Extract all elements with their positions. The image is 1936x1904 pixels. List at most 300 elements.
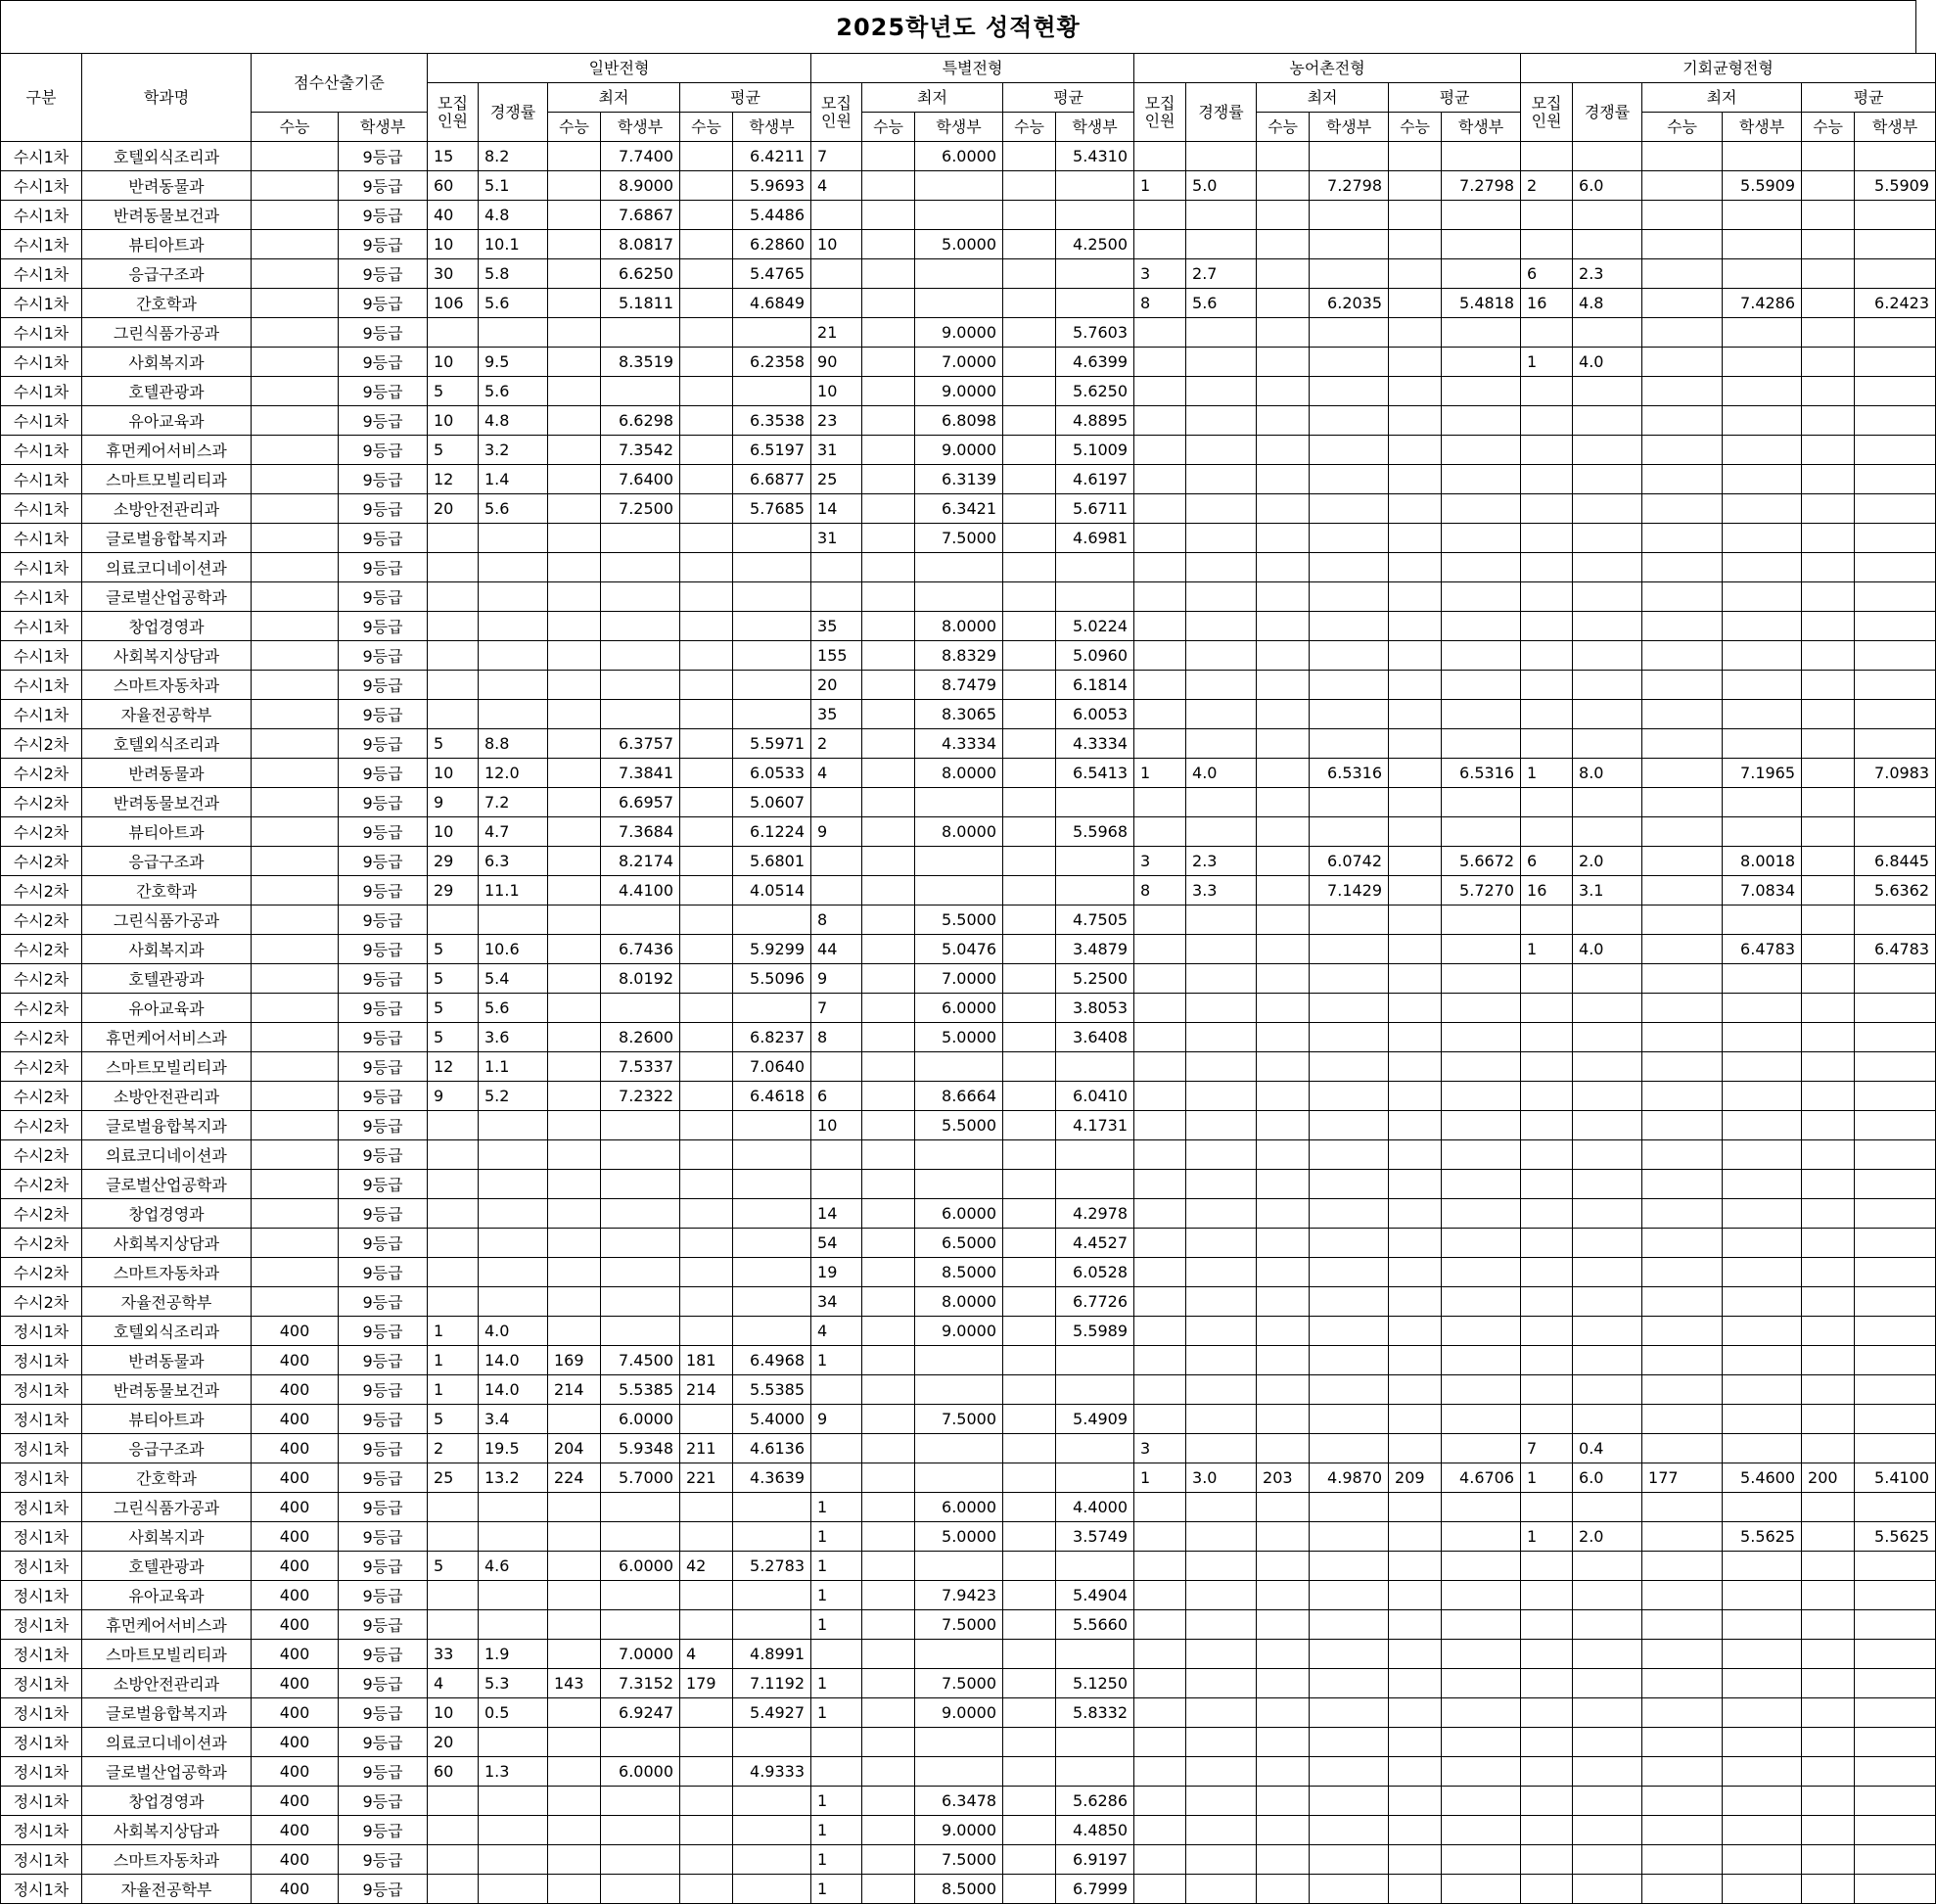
cell-general-avg-haksaengbu: 5.6801 <box>733 847 811 876</box>
cell-general-min-suneung <box>548 1052 601 1082</box>
cell-major: 반려동물보건과 <box>82 788 252 817</box>
cell-opp-min-haksaengbu <box>1723 553 1802 582</box>
cell-opp-avg-haksaengbu <box>1855 465 1936 494</box>
cell-rural-min-suneung <box>1257 318 1310 348</box>
cell-special-min-haksaengbu <box>915 1375 1003 1405</box>
cell-gubun: 수시1차 <box>1 700 82 729</box>
cell-general-competition <box>479 524 548 553</box>
cell-opp-min-haksaengbu <box>1723 1581 1802 1610</box>
cell-rural-min-haksaengbu <box>1310 700 1389 729</box>
cell-general-recruit <box>428 1610 479 1640</box>
cell-gubun: 수시1차 <box>1 318 82 348</box>
cell-rural-recruit <box>1134 1258 1186 1287</box>
cell-general-recruit <box>428 1522 479 1552</box>
cell-general-avg-suneung: 214 <box>680 1375 733 1405</box>
cell-rural-competition <box>1186 1434 1257 1463</box>
cell-criteria-haksaengbu: 9등급 <box>339 1845 428 1875</box>
cell-opp-min-suneung <box>1642 436 1723 465</box>
cell-criteria-haksaengbu: 9등급 <box>339 641 428 671</box>
cell-special-avg-suneung <box>1003 1434 1056 1463</box>
cell-opp-avg-haksaengbu: 6.4783 <box>1855 935 1936 964</box>
cell-special-avg-haksaengbu: 6.1814 <box>1056 671 1134 700</box>
cell-criteria-haksaengbu: 9등급 <box>339 436 428 465</box>
cell-general-min-haksaengbu: 6.7436 <box>601 935 680 964</box>
cell-rural-competition <box>1186 1698 1257 1728</box>
cell-rural-competition <box>1186 1229 1257 1258</box>
cell-opp-avg-suneung <box>1802 318 1855 348</box>
cell-general-recruit: 29 <box>428 876 479 906</box>
cell-general-recruit: 20 <box>428 494 479 524</box>
cell-opp-min-suneung <box>1642 1728 1723 1757</box>
cell-general-min-haksaengbu: 4.4100 <box>601 876 680 906</box>
cell-opp-min-haksaengbu <box>1723 1405 1802 1434</box>
cell-special-min-haksaengbu: 6.0000 <box>915 1493 1003 1522</box>
cell-rural-avg-haksaengbu <box>1442 201 1521 230</box>
cell-opp-avg-suneung <box>1802 641 1855 671</box>
cell-general-min-suneung <box>548 1258 601 1287</box>
cell-rural-competition <box>1186 1728 1257 1757</box>
cell-general-avg-suneung <box>680 1199 733 1229</box>
cell-general-recruit: 10 <box>428 759 479 788</box>
cell-rural-avg-haksaengbu <box>1442 1405 1521 1434</box>
cell-opp-competition <box>1573 1052 1642 1082</box>
cell-special-recruit: 1 <box>811 1552 862 1581</box>
cell-gubun: 수시2차 <box>1 788 82 817</box>
cell-gubun: 수시2차 <box>1 817 82 847</box>
cell-opp-min-haksaengbu <box>1723 729 1802 759</box>
cell-special-recruit <box>811 289 862 318</box>
cell-special-avg-haksaengbu <box>1056 1375 1134 1405</box>
header-suneung: 수능 <box>1642 113 1723 142</box>
cell-rural-competition <box>1186 1287 1257 1317</box>
cell-opp-min-suneung <box>1642 1023 1723 1052</box>
cell-general-min-haksaengbu: 6.0000 <box>601 1552 680 1581</box>
cell-general-avg-suneung <box>680 406 733 436</box>
cell-major: 반려동물과 <box>82 759 252 788</box>
cell-criteria-haksaengbu: 9등급 <box>339 1698 428 1728</box>
cell-rural-min-suneung <box>1257 1023 1310 1052</box>
table-row <box>1 1610 1936 1640</box>
cell-special-avg-suneung <box>1003 817 1056 847</box>
cell-rural-min-suneung <box>1257 1317 1310 1346</box>
cell-rural-competition <box>1186 436 1257 465</box>
cell-special-min-suneung <box>862 289 915 318</box>
cell-special-avg-haksaengbu: 5.5660 <box>1056 1610 1134 1640</box>
table-row <box>1 1258 1936 1287</box>
cell-opp-min-haksaengbu <box>1723 230 1802 259</box>
table-row <box>1 906 1936 935</box>
cell-rural-min-haksaengbu <box>1310 1287 1389 1317</box>
cell-rural-competition <box>1186 582 1257 612</box>
cell-opp-min-suneung <box>1642 553 1723 582</box>
cell-criteria-suneung <box>252 171 339 201</box>
cell-general-avg-suneung <box>680 436 733 465</box>
table-row <box>1 994 1936 1023</box>
cell-criteria-haksaengbu: 9등급 <box>339 1434 428 1463</box>
cell-special-avg-suneung <box>1003 1375 1056 1405</box>
cell-general-recruit: 5 <box>428 1552 479 1581</box>
cell-opp-min-suneung <box>1642 171 1723 201</box>
cell-opp-min-suneung <box>1642 1052 1723 1082</box>
cell-criteria-suneung <box>252 876 339 906</box>
cell-opp-min-suneung <box>1642 1199 1723 1229</box>
cell-special-min-suneung <box>862 1640 915 1669</box>
cell-rural-competition <box>1186 906 1257 935</box>
cell-opp-recruit <box>1521 318 1573 348</box>
cell-rural-avg-suneung <box>1389 1405 1442 1434</box>
cell-general-min-suneung <box>548 1640 601 1669</box>
cell-special-min-suneung <box>862 1052 915 1082</box>
cell-opp-recruit <box>1521 1375 1573 1405</box>
cell-general-avg-haksaengbu: 6.1224 <box>733 817 811 847</box>
cell-opp-min-haksaengbu <box>1723 201 1802 230</box>
cell-special-recruit <box>811 1052 862 1082</box>
cell-general-avg-haksaengbu: 4.9333 <box>733 1757 811 1787</box>
cell-opp-avg-haksaengbu <box>1855 1757 1936 1787</box>
cell-major: 휴먼케어서비스과 <box>82 1023 252 1052</box>
cell-general-min-haksaengbu <box>601 641 680 671</box>
cell-general-avg-suneung: 42 <box>680 1552 733 1581</box>
cell-criteria-haksaengbu: 9등급 <box>339 377 428 406</box>
cell-special-min-suneung <box>862 729 915 759</box>
cell-special-avg-suneung <box>1003 1052 1056 1082</box>
cell-special-min-haksaengbu: 8.0000 <box>915 612 1003 641</box>
cell-general-min-haksaengbu: 7.6400 <box>601 465 680 494</box>
cell-opp-avg-suneung <box>1802 1581 1855 1610</box>
cell-special-min-haksaengbu <box>915 201 1003 230</box>
cell-opp-competition <box>1573 729 1642 759</box>
cell-special-avg-suneung <box>1003 1023 1056 1052</box>
cell-criteria-suneung: 400 <box>252 1845 339 1875</box>
cell-general-avg-suneung <box>680 759 733 788</box>
cell-opp-avg-suneung <box>1802 964 1855 994</box>
cell-opp-min-haksaengbu <box>1723 524 1802 553</box>
cell-special-min-haksaengbu: 8.0000 <box>915 817 1003 847</box>
cell-general-recruit <box>428 1287 479 1317</box>
cell-opp-recruit <box>1521 1845 1573 1875</box>
cell-gubun: 수시2차 <box>1 935 82 964</box>
cell-gubun: 수시1차 <box>1 436 82 465</box>
cell-opp-recruit <box>1521 142 1573 171</box>
cell-opp-competition <box>1573 201 1642 230</box>
cell-general-recruit: 20 <box>428 1728 479 1757</box>
cell-special-min-suneung <box>862 230 915 259</box>
cell-opp-avg-suneung <box>1802 1405 1855 1434</box>
cell-general-avg-haksaengbu <box>733 524 811 553</box>
cell-criteria-haksaengbu: 9등급 <box>339 1111 428 1140</box>
cell-rural-avg-suneung <box>1389 1728 1442 1757</box>
cell-general-avg-suneung <box>680 230 733 259</box>
cell-rural-min-suneung <box>1257 1698 1310 1728</box>
cell-gubun: 수시2차 <box>1 1229 82 1258</box>
cell-general-avg-suneung <box>680 377 733 406</box>
cell-general-min-suneung <box>548 1698 601 1728</box>
cell-general-min-suneung <box>548 1845 601 1875</box>
cell-criteria-suneung: 400 <box>252 1522 339 1552</box>
cell-rural-min-suneung <box>1257 1229 1310 1258</box>
cell-special-min-haksaengbu <box>915 1552 1003 1581</box>
cell-special-avg-haksaengbu <box>1056 1640 1134 1669</box>
cell-special-min-suneung <box>862 1463 915 1493</box>
cell-general-min-haksaengbu: 7.4500 <box>601 1346 680 1375</box>
cell-gubun: 정시1차 <box>1 1816 82 1845</box>
cell-rural-avg-suneung <box>1389 964 1442 994</box>
cell-criteria-haksaengbu: 9등급 <box>339 171 428 201</box>
cell-special-min-haksaengbu: 8.8329 <box>915 641 1003 671</box>
table-row <box>1 1787 1936 1816</box>
cell-opp-competition <box>1573 1023 1642 1052</box>
cell-criteria-suneung <box>252 582 339 612</box>
cell-general-min-suneung <box>548 1082 601 1111</box>
cell-rural-competition <box>1186 1199 1257 1229</box>
cell-special-recruit: 4 <box>811 1317 862 1346</box>
cell-criteria-haksaengbu: 9등급 <box>339 1199 428 1229</box>
cell-rural-avg-suneung <box>1389 1552 1442 1581</box>
table-row <box>1 1640 1936 1669</box>
cell-general-avg-suneung <box>680 494 733 524</box>
cell-special-avg-suneung <box>1003 1405 1056 1434</box>
cell-gubun: 수시1차 <box>1 377 82 406</box>
cell-opp-avg-suneung <box>1802 1522 1855 1552</box>
cell-criteria-haksaengbu: 9등급 <box>339 142 428 171</box>
table-row <box>1 1816 1936 1845</box>
cell-rural-competition <box>1186 230 1257 259</box>
cell-rural-avg-haksaengbu <box>1442 230 1521 259</box>
cell-criteria-suneung <box>252 612 339 641</box>
cell-general-avg-suneung: 211 <box>680 1434 733 1463</box>
cell-general-avg-haksaengbu <box>733 1258 811 1287</box>
table-row <box>1 142 1936 171</box>
table-row <box>1 406 1936 436</box>
table-row <box>1 1199 1936 1229</box>
cell-general-avg-suneung <box>680 1845 733 1875</box>
cell-opp-competition <box>1573 1493 1642 1522</box>
cell-criteria-haksaengbu: 9등급 <box>339 994 428 1023</box>
cell-opp-min-suneung <box>1642 318 1723 348</box>
page-title: 2025학년도 성적현황 <box>0 0 1916 53</box>
cell-rural-avg-suneung <box>1389 377 1442 406</box>
cell-opp-recruit: 7 <box>1521 1434 1573 1463</box>
cell-special-min-suneung <box>862 1610 915 1640</box>
cell-general-avg-haksaengbu: 7.0640 <box>733 1052 811 1082</box>
cell-rural-avg-haksaengbu <box>1442 1229 1521 1258</box>
cell-special-avg-haksaengbu: 5.6286 <box>1056 1787 1134 1816</box>
cell-rural-min-haksaengbu <box>1310 1375 1389 1405</box>
cell-rural-avg-suneung <box>1389 465 1442 494</box>
cell-criteria-haksaengbu: 9등급 <box>339 289 428 318</box>
cell-major: 호텔외식조리과 <box>82 729 252 759</box>
cell-criteria-haksaengbu: 9등급 <box>339 1875 428 1904</box>
cell-general-avg-haksaengbu <box>733 994 811 1023</box>
cell-special-recruit: 35 <box>811 612 862 641</box>
cell-general-recruit <box>428 1581 479 1610</box>
cell-general-min-suneung <box>548 1875 601 1904</box>
cell-criteria-suneung <box>252 1052 339 1082</box>
cell-general-recruit: 40 <box>428 201 479 230</box>
cell-opp-recruit <box>1521 1552 1573 1581</box>
cell-rural-competition <box>1186 494 1257 524</box>
cell-rural-competition <box>1186 935 1257 964</box>
cell-rural-avg-suneung <box>1389 1375 1442 1405</box>
cell-general-avg-haksaengbu: 5.5385 <box>733 1375 811 1405</box>
cell-general-min-suneung <box>548 524 601 553</box>
cell-rural-competition <box>1186 348 1257 377</box>
cell-opp-avg-suneung <box>1802 1317 1855 1346</box>
header-group-rural: 농어촌전형 <box>1134 54 1521 83</box>
cell-rural-avg-haksaengbu <box>1442 612 1521 641</box>
cell-rural-recruit <box>1134 1640 1186 1669</box>
cell-opp-recruit: 16 <box>1521 876 1573 906</box>
cell-general-competition <box>479 1258 548 1287</box>
cell-opp-competition: 4.0 <box>1573 348 1642 377</box>
cell-special-min-suneung <box>862 1287 915 1317</box>
cell-criteria-haksaengbu: 9등급 <box>339 259 428 289</box>
cell-general-avg-haksaengbu: 6.0533 <box>733 759 811 788</box>
cell-opp-min-haksaengbu <box>1723 494 1802 524</box>
cell-general-avg-haksaengbu <box>733 1581 811 1610</box>
cell-opp-avg-suneung <box>1802 1287 1855 1317</box>
cell-rural-min-suneung <box>1257 1787 1310 1816</box>
cell-rural-min-suneung <box>1257 1287 1310 1317</box>
cell-opp-avg-suneung <box>1802 436 1855 465</box>
cell-rural-competition <box>1186 1522 1257 1552</box>
cell-rural-min-suneung <box>1257 1052 1310 1082</box>
cell-criteria-suneung <box>252 994 339 1023</box>
cell-opp-avg-haksaengbu <box>1855 524 1936 553</box>
cell-opp-min-haksaengbu <box>1723 1287 1802 1317</box>
cell-general-avg-suneung <box>680 817 733 847</box>
cell-rural-avg-suneung <box>1389 1082 1442 1111</box>
cell-opp-min-haksaengbu <box>1723 817 1802 847</box>
cell-rural-recruit <box>1134 553 1186 582</box>
cell-criteria-haksaengbu: 9등급 <box>339 847 428 876</box>
cell-general-competition: 5.6 <box>479 289 548 318</box>
header-suneung: 수능 <box>1003 113 1056 142</box>
cell-gubun: 수시2차 <box>1 1170 82 1199</box>
cell-rural-recruit <box>1134 729 1186 759</box>
table-row <box>1 259 1936 289</box>
cell-opp-avg-suneung <box>1802 906 1855 935</box>
cell-general-min-suneung <box>548 788 601 817</box>
cell-opp-min-haksaengbu: 8.0018 <box>1723 847 1802 876</box>
cell-general-avg-haksaengbu: 6.2860 <box>733 230 811 259</box>
cell-opp-recruit: 1 <box>1521 759 1573 788</box>
cell-special-min-suneung <box>862 465 915 494</box>
cell-opp-min-suneung <box>1642 1229 1723 1258</box>
cell-rural-min-suneung <box>1257 788 1310 817</box>
cell-criteria-suneung <box>252 377 339 406</box>
cell-rural-min-haksaengbu <box>1310 1082 1389 1111</box>
cell-opp-avg-suneung <box>1802 348 1855 377</box>
cell-opp-avg-haksaengbu <box>1855 1199 1936 1229</box>
cell-rural-competition: 2.3 <box>1186 847 1257 876</box>
cell-special-avg-suneung <box>1003 582 1056 612</box>
cell-opp-avg-haksaengbu: 6.8445 <box>1855 847 1936 876</box>
cell-opp-competition: 2.0 <box>1573 1522 1642 1552</box>
cell-general-avg-haksaengbu: 5.7685 <box>733 494 811 524</box>
cell-rural-min-haksaengbu <box>1310 436 1389 465</box>
cell-rural-competition <box>1186 671 1257 700</box>
cell-general-recruit: 1 <box>428 1317 479 1346</box>
table-row <box>1 876 1936 906</box>
cell-special-recruit <box>811 553 862 582</box>
cell-special-min-suneung <box>862 1111 915 1140</box>
cell-special-avg-suneung <box>1003 524 1056 553</box>
cell-general-min-suneung: 169 <box>548 1346 601 1375</box>
cell-general-recruit: 10 <box>428 348 479 377</box>
cell-special-avg-haksaengbu <box>1056 1170 1134 1199</box>
header-suneung: 수능 <box>548 113 601 142</box>
cell-opp-min-haksaengbu: 7.4286 <box>1723 289 1802 318</box>
cell-opp-competition <box>1573 1816 1642 1845</box>
cell-opp-min-suneung <box>1642 1845 1723 1875</box>
cell-special-recruit: 14 <box>811 494 862 524</box>
cell-rural-avg-suneung <box>1389 582 1442 612</box>
cell-general-avg-haksaengbu: 5.5971 <box>733 729 811 759</box>
cell-rural-avg-haksaengbu <box>1442 1375 1521 1405</box>
cell-rural-recruit <box>1134 1816 1186 1845</box>
cell-special-min-haksaengbu: 9.0000 <box>915 436 1003 465</box>
cell-opp-competition <box>1573 465 1642 494</box>
cell-opp-min-haksaengbu <box>1723 641 1802 671</box>
cell-rural-avg-haksaengbu <box>1442 1757 1521 1787</box>
cell-special-recruit <box>811 1640 862 1669</box>
cell-opp-min-suneung <box>1642 142 1723 171</box>
cell-criteria-haksaengbu: 9등급 <box>339 1375 428 1405</box>
cell-gubun: 수시2차 <box>1 964 82 994</box>
cell-general-recruit: 4 <box>428 1669 479 1698</box>
cell-opp-avg-suneung <box>1802 230 1855 259</box>
cell-rural-avg-haksaengbu <box>1442 582 1521 612</box>
cell-general-avg-suneung <box>680 1052 733 1082</box>
cell-special-avg-haksaengbu <box>1056 201 1134 230</box>
cell-general-min-haksaengbu: 6.6957 <box>601 788 680 817</box>
cell-general-avg-suneung <box>680 612 733 641</box>
cell-rural-min-haksaengbu <box>1310 1522 1389 1552</box>
cell-rural-avg-haksaengbu <box>1442 817 1521 847</box>
cell-opp-min-suneung <box>1642 289 1723 318</box>
cell-general-competition: 5.3 <box>479 1669 548 1698</box>
cell-special-min-suneung <box>862 964 915 994</box>
cell-special-recruit <box>811 582 862 612</box>
cell-general-competition <box>479 1170 548 1199</box>
cell-rural-avg-suneung <box>1389 171 1442 201</box>
table-row <box>1 788 1936 817</box>
cell-rural-avg-suneung <box>1389 1875 1442 1904</box>
header-avg: 평균 <box>680 83 811 113</box>
cell-opp-min-suneung <box>1642 612 1723 641</box>
header-haksaengbu: 학생부 <box>339 113 428 142</box>
cell-general-avg-suneung <box>680 671 733 700</box>
cell-rural-avg-suneung <box>1389 1669 1442 1698</box>
cell-rural-avg-suneung <box>1389 876 1442 906</box>
cell-gubun: 정시1차 <box>1 1375 82 1405</box>
cell-general-min-suneung <box>548 318 601 348</box>
cell-special-avg-haksaengbu: 5.1250 <box>1056 1669 1134 1698</box>
cell-major: 스마트모빌리티과 <box>82 1640 252 1669</box>
cell-general-competition <box>479 1610 548 1640</box>
grade-table <box>0 53 1936 1904</box>
cell-opp-min-suneung <box>1642 935 1723 964</box>
cell-criteria-suneung <box>252 259 339 289</box>
cell-general-min-haksaengbu <box>601 1875 680 1904</box>
cell-general-avg-haksaengbu: 6.2358 <box>733 348 811 377</box>
cell-rural-recruit <box>1134 1170 1186 1199</box>
cell-rural-avg-haksaengbu <box>1442 348 1521 377</box>
cell-general-competition <box>479 1816 548 1845</box>
cell-rural-recruit <box>1134 1610 1186 1640</box>
cell-criteria-suneung <box>252 201 339 230</box>
